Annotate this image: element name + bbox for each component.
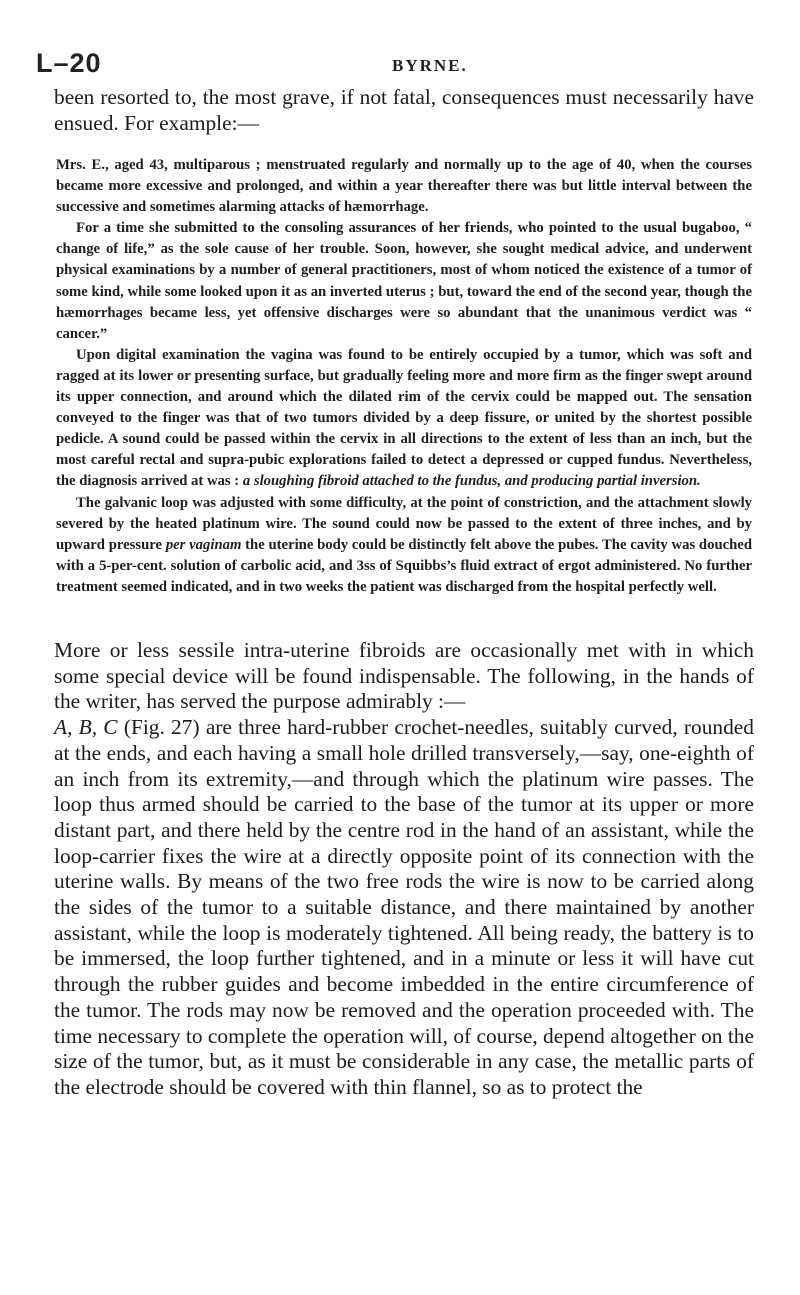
page-header <box>36 48 764 84</box>
case-paragraph-4-text-b: the uterine body could be distinctly felt above the pubes. The cavity was douched with a 5-per-cent. solution of carbolic acid, and 3ss of Squibbs’s fluid extract of ergot administered. No further treatment seemed indicated, and in two weeks the patient was discharged from the hospital perfectly well. <box>56 536 752 595</box>
case-paragraph-4 <box>56 493 752 598</box>
case-paragraph-3 <box>56 345 752 493</box>
main-paragraph-2 <box>54 715 754 1101</box>
main-text <box>54 638 754 1101</box>
case-paragraph-3-text: Upon digital examination the vagina was found to be entirely occupied by a tumor, which was soft and ragged at its lower or presenting surface, but gradually feeling more and more firm as the finger swept around its upper connection, and around which the dilated rim of the cervix could be mapped out. The sensation conveyed to the finger was that of two tumors divided by a deep fissure, or united by the shortest possible pedicle. A sound could be passed within the cervix in all directions to the extent of less than an inch, but the most careful rectal and supra-pubic explorations failed to detect a depressed or cupped fundus. Nevertheless, the diagnosis arrived at was : <box>56 346 752 490</box>
case-latin-italic: per vaginam <box>165 536 242 553</box>
main-paragraph-1: More or less sessile intra-uterine fibroids are occasionally met with in which some special device will be found indispensable. The following, in the hands of the writer, has served the purpose admirably :— <box>54 638 754 714</box>
case-report <box>56 155 752 598</box>
case-paragraph-2: For a time she submitted to the consoling assurances of her friends, who pointed to the usual bugaboo, “ change of life,” as the sole cause of her trouble. Soon, however, she sought medical advice, and underwent physical examinations by a number of general practitioners, most of whom noticed the existence of a tumor of some kind, while some looked upon it as an inverted uterus ; but, toward the end of the second year, though the hæmorrhages became less, yet offensive discharges were so abundant that the unanimous verdict was “ cancer.” <box>56 220 752 342</box>
intro-paragraph: been resorted to, the most grave, if not fatal, consequences must necessarily have ensued. For example:— <box>54 85 754 135</box>
case-paragraph-4-text-a: The galvanic loop was adjusted with some difficulty, at the point of constriction, and the attachment slowly severed by the heated platinum wire. The sound could now be passed to the extent of three inches, and by upward pressure <box>56 494 752 553</box>
case-diagnosis-italic: a sloughing fibroid attached to the fundus, and producing partial inversion. <box>242 473 701 490</box>
page-number: L–20 <box>36 48 102 78</box>
running-head: BYRNE. <box>392 56 468 75</box>
figure-labels: A, B, C <box>54 715 118 740</box>
main-paragraph-2-text: (Fig. 27) are three hard-rubber crochet-needles, suitably curved, rounded at the ends, and each having a small hole drilled transversely,—say, one-eighth of an inch from its extremity,—and through which the platinum wire passes. The loop thus armed should be carried to the base of the tumor at its upper or more distant part, and there held by the centre rod in the hand of an assistant, while the loop-carrier fixes the wire at a directly opposite point of its connection with the uterine walls. By means of the two free rods the wire is now to be carried along the sides of the tumor to a suitable distance, and there maintained by another assistant, while the loop is moderately tightened. All being ready, the battery is to be immersed, the loop further tightened, and in a minute or less it will have cut through the rubber guides and become imbedded in the entire circumference of the tumor. The rods may now be removed and the operation proceeded with. The time necessary to complete the operation will, of course, depend altogether on the size of the tumor, but, as it must be considerable in any case, the metallic parts of the electrode should be covered with thin flannel, so as to protect the <box>54 715 754 1099</box>
case-paragraph-1: Mrs. E., aged 43, multiparous ; menstruated regularly and normally up to the age of 40, when the courses became more excessive and prolonged, and within a year thereafter there was but little interval between the successive and sometimes alarming attacks of hæmorrhage. <box>56 157 752 216</box>
